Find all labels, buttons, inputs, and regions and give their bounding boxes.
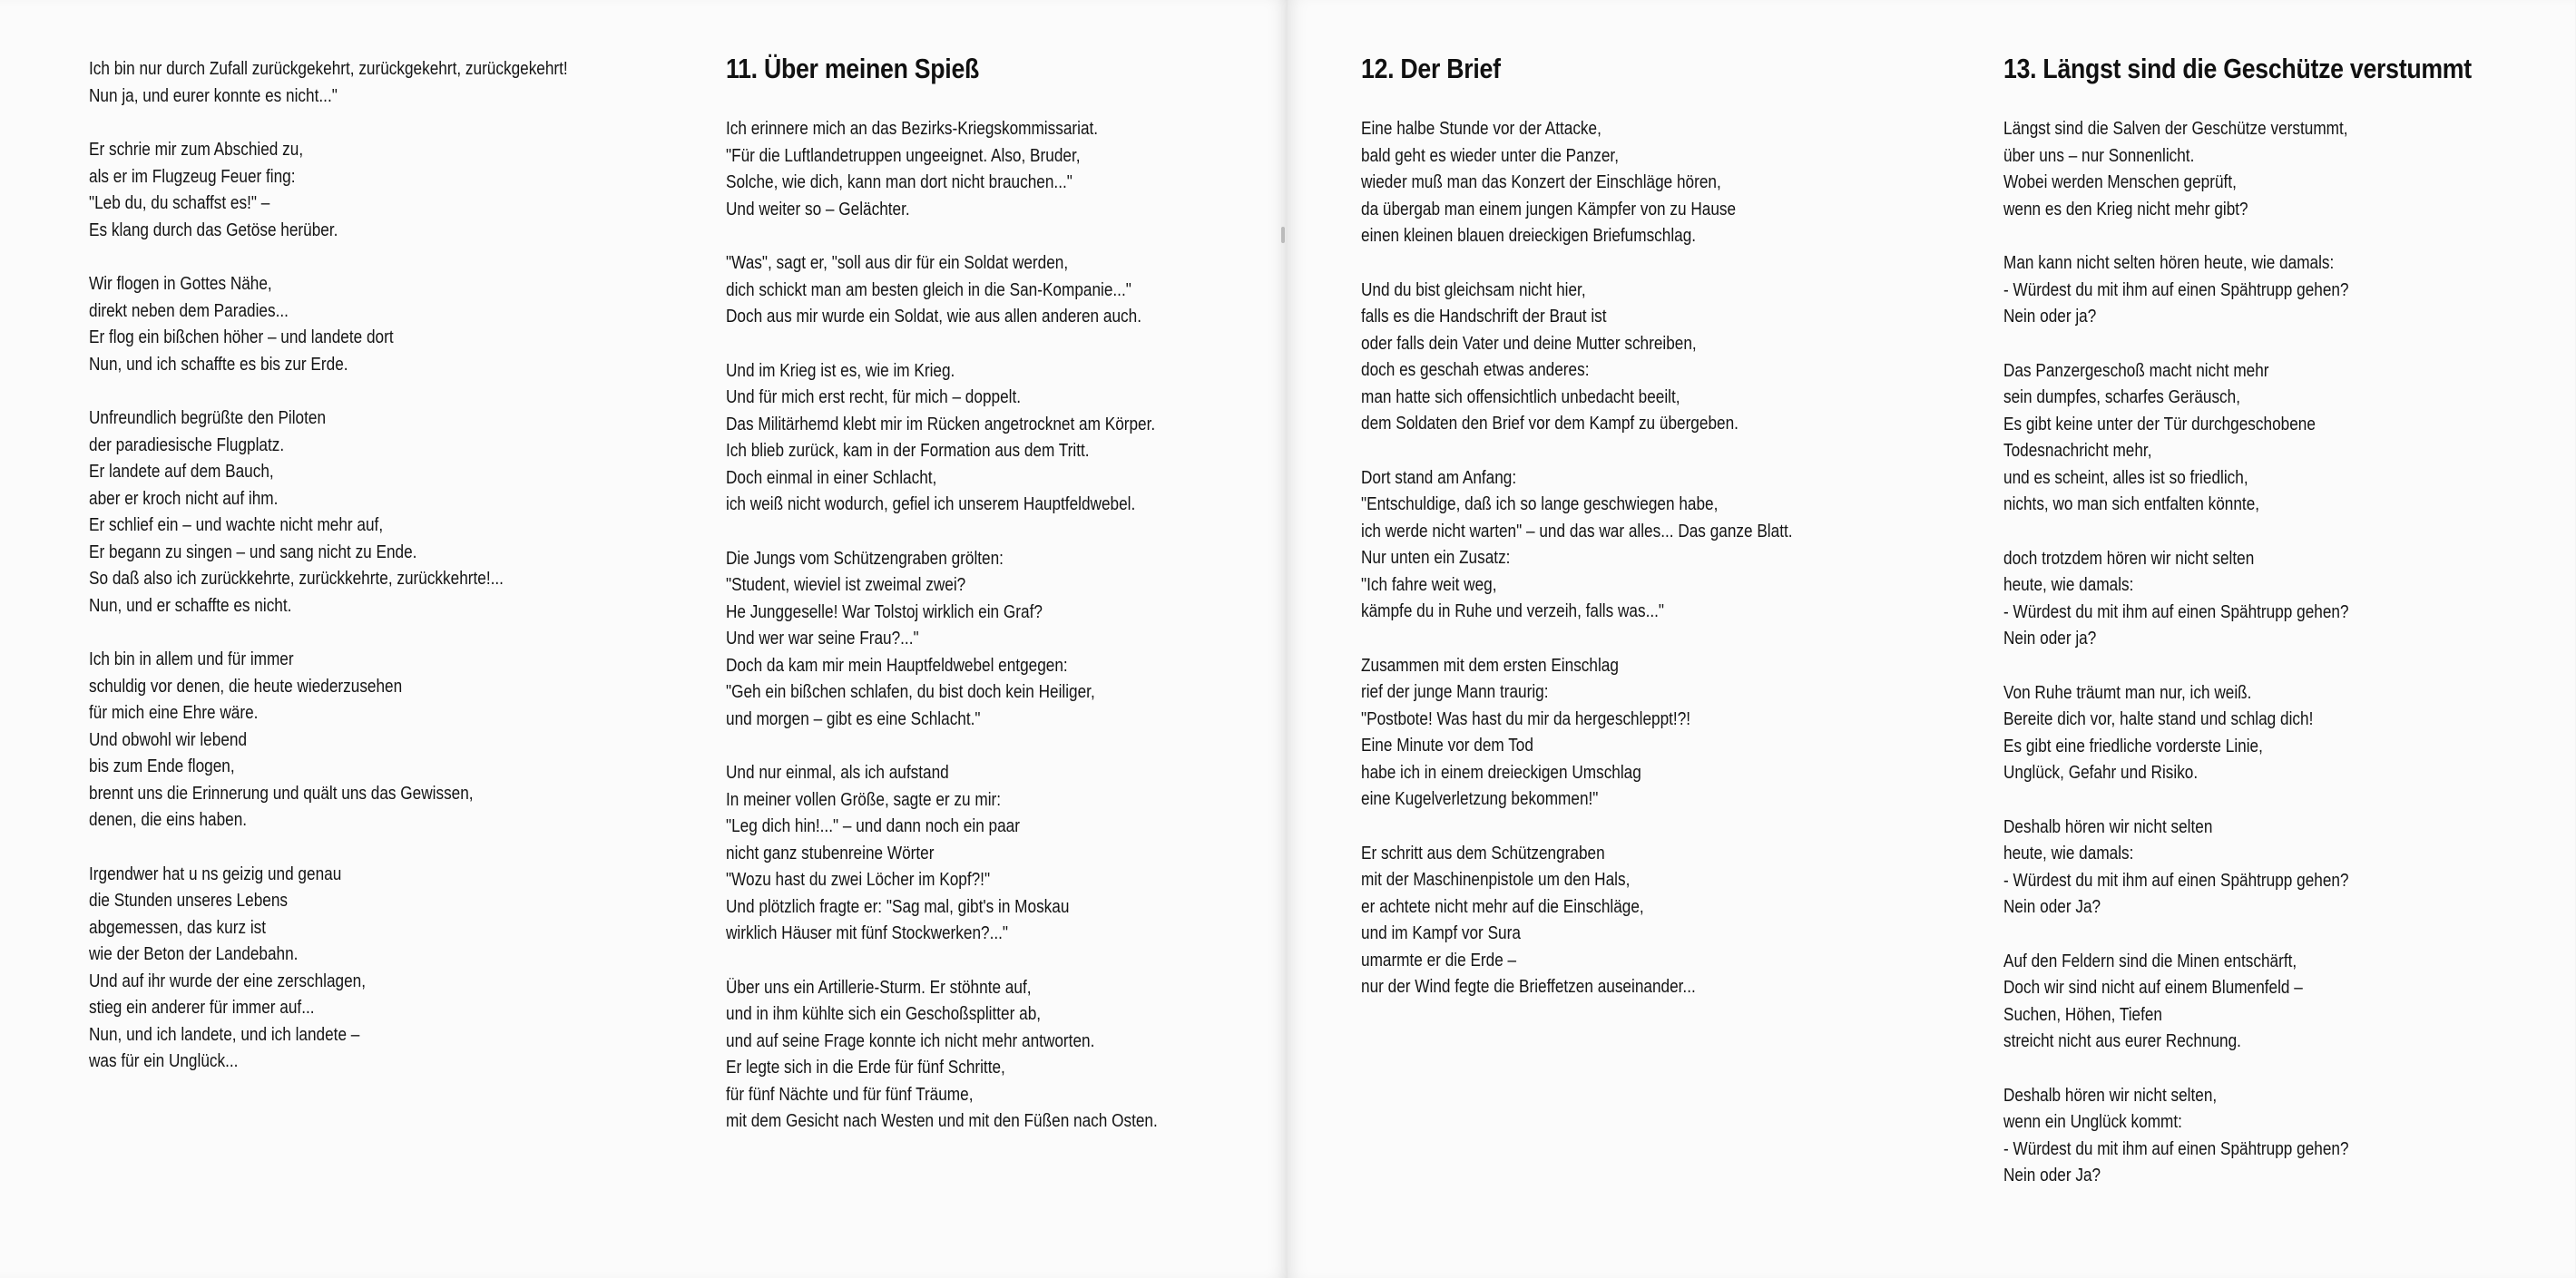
verse-line: Die Jungs vom Schützengraben grölten: xyxy=(726,548,1004,569)
page-2-column xyxy=(726,53,1307,1163)
song-title-13: 13. Längst sind die Geschütze verstummt xyxy=(2003,53,2472,84)
verse-line: nichts, wo man sich entfalten könnte, xyxy=(2003,494,2260,514)
stanza xyxy=(2003,250,2576,331)
verse-line: mit der Maschinenpistole um den Hals, xyxy=(1361,870,1631,890)
stanza xyxy=(89,56,670,110)
stanza xyxy=(2003,680,2576,787)
verse-line: Nur unten ein Zusatz: xyxy=(1361,548,1511,568)
song-title-12: 12. Der Brief xyxy=(1361,53,1501,84)
verse-line: Und nur einmal, als ich aufstand xyxy=(726,763,949,783)
verse-line: Ich blieb zurück, kam in der Formation aus dem Tritt. xyxy=(726,441,1090,461)
verse-line: Und du bist gleichsam nicht hier, xyxy=(1361,279,1586,300)
stanza xyxy=(726,116,1307,223)
verse-line: Nein oder ja? xyxy=(2003,307,2097,327)
verse-line: doch trotzdem hören wir nicht selten xyxy=(2003,548,2255,569)
verse-line: "Geh ein bißchen schlafen, du bist doch kein Heiliger, xyxy=(726,682,1095,702)
verse-line: Ich bin in allem und für immer xyxy=(89,649,294,669)
verse-line: "Für die Luftlandetruppen ungeeignet. Also, Bruder, xyxy=(726,145,1081,166)
verse-line: Es klang durch das Getöse herüber. xyxy=(89,220,338,240)
stanza xyxy=(89,862,670,1076)
verse-line: "Student, wieviel ist zweimal zwei? xyxy=(726,575,966,595)
verse-line: - Würdest du mit ihm auf einen Spähtrupp gehen? xyxy=(2003,1138,2349,1159)
verse-line: Er flog ein bißchen höher – und landete dort xyxy=(89,327,394,347)
stanza xyxy=(89,405,670,619)
verse-line: Nein oder ja? xyxy=(2003,629,2097,649)
verse-line: "Entschuldige, daß ich so lange geschwiegen habe, xyxy=(1361,494,1719,514)
verse-line: was für ein Unglück... xyxy=(89,1051,239,1071)
verse-line: Nun ja, und eurer konnte es nicht..." xyxy=(89,85,338,106)
verse-line: stieg ein anderer für immer auf... xyxy=(89,998,315,1018)
verse-line: Das Militärhemd klebt mir im Rücken angetrocknet am Körper. xyxy=(726,414,1156,434)
verse-line: "Ich fahre weit weg, xyxy=(1361,574,1497,595)
stanza xyxy=(1361,653,1942,814)
verse-line: Doch wir sind nicht auf einem Blumenfeld – xyxy=(2003,978,2303,998)
verse-line: Nun, und ich schaffte es bis zur Erde. xyxy=(89,354,348,375)
stanza xyxy=(89,271,670,378)
verse-line: falls es die Handschrift der Braut ist xyxy=(1361,307,1607,327)
verse-line: Es gibt keine unter der Tür durchgeschobene xyxy=(2003,414,2316,434)
verse-line: er achtete nicht mehr auf die Einschläge, xyxy=(1361,896,1644,917)
verse-line: aber er kroch nicht auf ihm. xyxy=(89,488,279,509)
verse-line: Und plötzlich fragte er: "Sag mal, gibt's in Moskau xyxy=(726,896,1070,917)
verse-line: Es gibt eine friedliche vorderste Linie, xyxy=(2003,736,2263,756)
verse-line: Und im Krieg ist es, wie im Krieg. xyxy=(726,360,955,381)
stanza xyxy=(726,760,1307,948)
verse-line: da übergab man einem jungen Kämpfer von zu Hause xyxy=(1361,199,1737,220)
verse-line: Wir flogen in Gottes Nähe, xyxy=(89,274,272,294)
verse-line: habe ich in einem dreieckigen Umschlag xyxy=(1361,762,1641,783)
verse-line: "Wozu hast du zwei Löcher im Kopf?!" xyxy=(726,870,991,890)
verse-line: Und auf ihr wurde der eine zerschlagen, xyxy=(89,971,367,991)
verse-line: In meiner vollen Größe, sagte er zu mir: xyxy=(726,789,1002,810)
verse-line: Zusammen mit dem ersten Einschlag xyxy=(1361,655,1619,676)
verse-line: wie der Beton der Landebahn. xyxy=(89,944,299,964)
stanza xyxy=(2003,546,2576,653)
verse-line: "Was", sagt er, "soll aus dir für ein Soldat werden, xyxy=(726,253,1069,273)
verse-line: und in ihm kühlte sich ein Geschoßsplitter ab, xyxy=(726,1004,1042,1024)
verse-line: der paradiesische Flugplatz. xyxy=(89,434,285,455)
stanza xyxy=(1361,465,1942,626)
stanza xyxy=(726,358,1307,519)
verse-line: Nein oder Ja? xyxy=(2003,1166,2101,1185)
verse-line: wenn es den Krieg nicht mehr gibt? xyxy=(2003,199,2248,220)
verse-line: Längst sind die Salven der Geschütze verstummt, xyxy=(2003,119,2348,139)
verse-line: brennt uns die Erinnerung und quält uns das Gewissen, xyxy=(89,783,474,804)
verse-line: Über uns ein Artillerie-Sturm. Er stöhnte auf, xyxy=(726,977,1032,998)
stanza xyxy=(89,137,670,244)
stanza xyxy=(1361,278,1942,438)
verse-line: Er landete auf dem Bauch, xyxy=(89,462,274,482)
verse-line: für fünf Nächte und für fünf Träume, xyxy=(726,1084,974,1105)
stanza xyxy=(1361,116,1942,250)
stanza xyxy=(89,647,670,834)
verse-line: So daß also ich zurückkehrte, zurückkehrte, zurückkehrte!... xyxy=(89,569,504,589)
page-4-column xyxy=(2003,53,2576,1217)
stanza xyxy=(2003,116,2576,223)
verse-line: - Würdest du mit ihm auf einen Spähtrupp gehen? xyxy=(2003,601,2349,622)
verse-line: man hatte sich offensichtlich unbedacht beeilt, xyxy=(1361,386,1680,407)
verse-line: die Stunden unseres Lebens xyxy=(89,891,288,911)
verse-line: über uns – nur Sonnenlicht. xyxy=(2003,145,2195,166)
stanza xyxy=(1361,841,1942,1001)
verse-line: Eine Minute vor dem Tod xyxy=(1361,736,1533,756)
verse-line: Solche, wie dich, kann man dort nicht brauchen..." xyxy=(726,172,1073,192)
verse-line: für mich eine Ehre wäre. xyxy=(89,703,259,723)
verse-line: wenn ein Unglück kommt: xyxy=(2003,1112,2182,1132)
verse-line: mit dem Gesicht nach Westen und mit den Füßen nach Osten. xyxy=(726,1111,1158,1131)
verse-line: und im Kampf vor Sura xyxy=(1361,923,1521,943)
verse-line: Doch da kam mir mein Hauptfeldwebel entgegen: xyxy=(726,655,1068,676)
verse-line: "Postbote! Was hast du mir da hergeschleppt!?! xyxy=(1361,708,1691,729)
verse-line: Und obwohl wir lebend xyxy=(89,729,248,750)
verse-line: und es scheint, alles ist so friedlich, xyxy=(2003,467,2248,488)
verse-line: Man kann nicht selten hören heute, wie damals: xyxy=(2003,253,2335,273)
verse-line: He Junggeselle! War Tolstoj wirklich ein Graf? xyxy=(726,601,1043,622)
verse-line: und auf seine Frage konnte ich nicht mehr antworten. xyxy=(726,1030,1095,1051)
verse-line: eine Kugelverletzung bekommen!" xyxy=(1361,789,1599,809)
verse-line: Suchen, Höhen, Tiefen xyxy=(2003,1004,2162,1025)
verse-line: Unglück, Gefahr und Risiko. xyxy=(2003,763,2199,783)
stanza xyxy=(2003,358,2576,519)
verse-line: heute, wie damals: xyxy=(2003,844,2134,863)
verse-line: Irgendwer hat u ns geizig und genau xyxy=(89,863,342,884)
song-title-11: 11. Über meinen Spieß xyxy=(726,53,980,84)
verse-line: Ich erinnere mich an das Bezirks-Kriegskommissariat. xyxy=(726,119,1099,139)
stanza xyxy=(2003,1083,2576,1190)
verse-line: wirklich Häuser mit fünf Stockwerken?..." xyxy=(726,923,1009,943)
verse-line: Ich bin nur durch Zufall zurückgekehrt, zurückgekehrt, zurückgekehrt! xyxy=(89,59,568,79)
verse-line: einen kleinen blauen dreieckigen Briefumschlag. xyxy=(1361,226,1697,246)
verse-line: Doch einmal in einer Schlacht, xyxy=(726,467,937,488)
stanza xyxy=(726,250,1307,331)
stanza xyxy=(2003,815,2576,922)
verse-line: - Würdest du mit ihm auf einen Spähtrupp gehen? xyxy=(2003,279,2349,300)
verse-line: Deshalb hören wir nicht selten xyxy=(2003,816,2213,837)
verse-line: Eine halbe Stunde vor der Attacke, xyxy=(1361,119,1601,139)
verse-line: Er schritt aus dem Schützengraben xyxy=(1361,843,1605,863)
page-3-column xyxy=(1361,53,1942,1029)
verse-line: Doch aus mir wurde ein Soldat, wie aus allen anderen auch. xyxy=(726,307,1141,327)
verse-line: Und wer war seine Frau?..." xyxy=(726,629,919,649)
verse-line: und morgen – gibt es eine Schlacht." xyxy=(726,708,981,729)
verse-line: Unfreundlich begrüßte den Piloten xyxy=(89,408,327,428)
stanza-list xyxy=(726,116,1307,1136)
verse-line: Dort stand am Anfang: xyxy=(1361,467,1517,488)
verse-line: Todesnachricht mehr, xyxy=(2003,441,2152,461)
verse-line: dich schickt man am besten gleich in die San-Kompanie..." xyxy=(726,279,1131,300)
verse-line: wieder muß man das Konzert der Einschläge hören, xyxy=(1361,172,1721,192)
verse-line: direkt neben dem Paradies... xyxy=(89,300,289,321)
verse-line: Er schlief ein – und wachte nicht mehr auf, xyxy=(89,515,384,535)
stanza xyxy=(726,546,1307,734)
verse-line: Er begann zu singen – und sang nicht zu Ende. xyxy=(89,541,417,562)
verse-line: schuldig vor denen, die heute wiederzusehen xyxy=(89,676,403,697)
stanza xyxy=(2003,949,2576,1056)
verse-line: sein dumpfes, scharfes Geräusch, xyxy=(2003,387,2240,407)
verse-line: nicht ganz stubenreine Wörter xyxy=(726,843,935,863)
verse-line: Und weiter so – Gelächter. xyxy=(726,199,910,220)
verse-line: Und für mich erst recht, für mich – doppelt. xyxy=(726,387,1022,407)
verse-line: Wobei werden Menschen geprüft, xyxy=(2003,172,2237,192)
verse-line: Er schrie mir zum Abschied zu, xyxy=(89,140,304,160)
verse-line: umarmte er die Erde – xyxy=(1361,950,1517,971)
verse-line: streicht nicht aus eurer Rechnung. xyxy=(2003,1031,2241,1051)
stanza-list xyxy=(2003,116,2576,1190)
verse-line: kämpfe du in Ruhe und verzeih, falls was..." xyxy=(1361,601,1665,621)
verse-line: Nun, und er schaffte es nicht. xyxy=(89,595,292,616)
stanza-list xyxy=(1361,116,1942,1001)
verse-line: ich werde nicht warten" – und das war alles... Das ganze Blatt. xyxy=(1361,521,1793,541)
verse-line: doch es geschah etwas anderes: xyxy=(1361,360,1590,380)
verse-line: nur der Wind fegte die Brieffetzen auseinander... xyxy=(1361,977,1696,997)
verse-line: bis zum Ende flogen, xyxy=(89,756,235,776)
verse-line: "Leg dich hin!..." – und dann noch ein paar xyxy=(726,816,1020,836)
verse-line: als er im Flugzeug Feuer fing: xyxy=(89,166,296,187)
verse-line: abgemessen, das kurz ist xyxy=(89,917,267,938)
verse-line: - Würdest du mit ihm auf einen Spähtrupp gehen? xyxy=(2003,870,2349,891)
verse-line: Von Ruhe träumt man nur, ich weiß. xyxy=(2003,682,2252,703)
verse-line: denen, die eins haben. xyxy=(89,810,248,830)
stanza xyxy=(726,975,1307,1136)
verse-line: dem Soldaten den Brief vor dem Kampf zu übergeben. xyxy=(1361,414,1739,434)
verse-line: ich weiß nicht wodurch, gefiel ich unserem Hauptfeldwebel. xyxy=(726,494,1136,514)
verse-line: heute, wie damals: xyxy=(2003,575,2134,595)
verse-line: oder falls dein Vater und deine Mutter schreiben, xyxy=(1361,333,1697,354)
page-1-column xyxy=(89,56,670,1103)
verse-line: Nun, und ich landete, und ich landete – xyxy=(89,1024,360,1045)
verse-line: Nein oder Ja? xyxy=(2003,897,2101,917)
verse-line: bald geht es wieder unter die Panzer, xyxy=(1361,145,1619,166)
verse-line: "Leb du, du schaffst es!" – xyxy=(89,193,270,213)
verse-line: Bereite dich vor, halte stand und schlag dich! xyxy=(2003,709,2314,729)
verse-line: Auf den Feldern sind die Minen entschärft, xyxy=(2003,951,2297,971)
verse-line: Deshalb hören wir nicht selten, xyxy=(2003,1085,2218,1106)
verse-line: rief der junge Mann traurig: xyxy=(1361,682,1549,702)
verse-line: Das Panzergeschoß macht nicht mehr xyxy=(2003,360,2269,381)
verse-line: Er legte sich in die Erde für fünf Schritte, xyxy=(726,1058,1005,1078)
